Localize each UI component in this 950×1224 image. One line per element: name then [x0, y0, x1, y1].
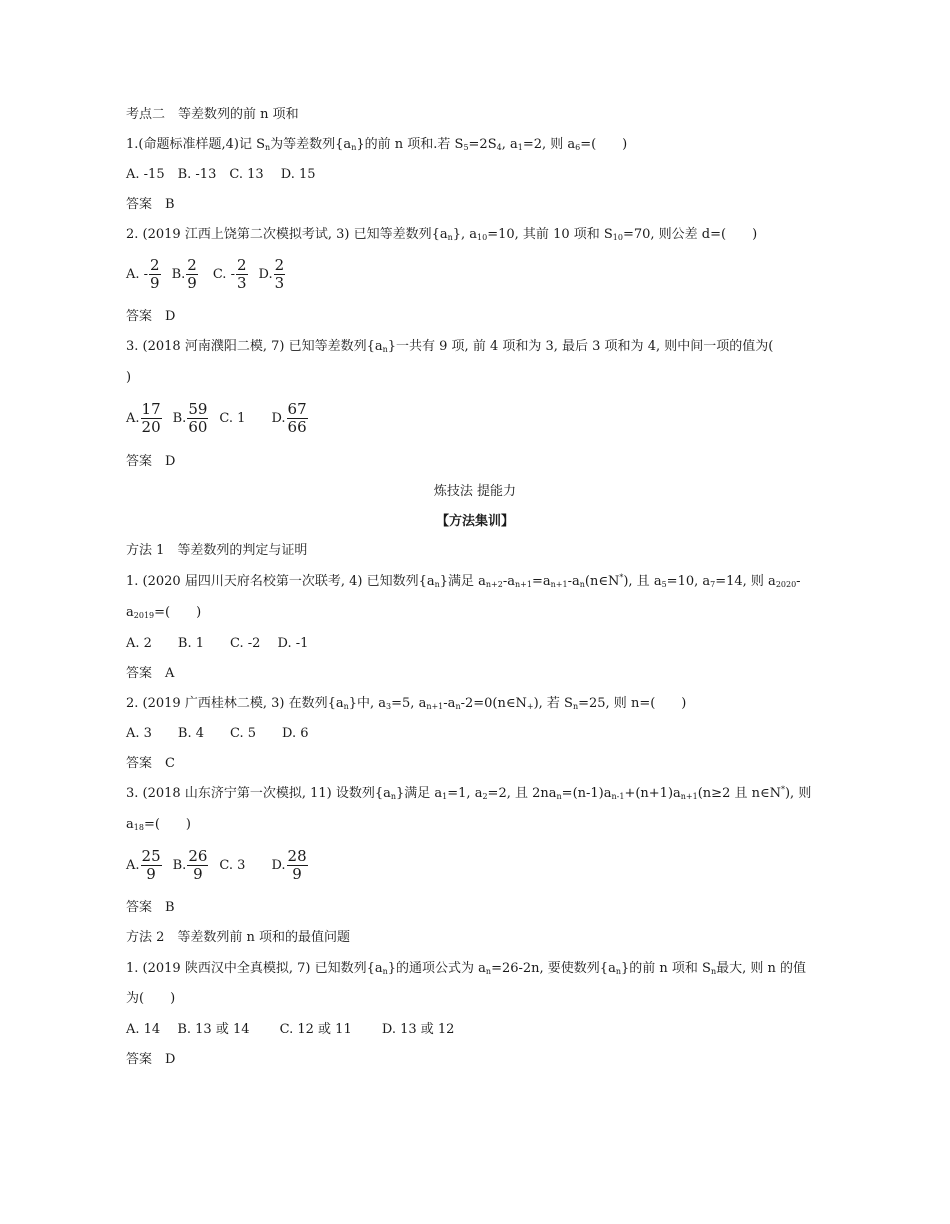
section-subheading: 【方法集训】 — [435, 514, 514, 529]
method2-question-1-stem: 1. (2019 陕西汉中全真模拟, 7) 已知数列$\{a_n\}$的通项公式为 $a_n=26-2n$, 要使数列$\{a_n\}$的前 n 项和 $S_n$最大, 则 n 的值 — [126, 961, 806, 976]
question-2-stem: 2. (2019 江西上饶第二次模拟考试, 3) 已知等差数列$\{a_n\}$, $a_{10}=10$, 其前 10 项和 $S_{10}=70$, 则公差 d=( ) — [126, 227, 758, 242]
option-b: B. $\frac{59}{60}$ — [172, 399, 208, 436]
option-d: D. $\frac{28}{9}$ — [271, 846, 307, 883]
question-3-answer: 答案 D — [126, 454, 176, 469]
option-b: B. $\frac{26}{9}$ — [172, 846, 208, 883]
method1-question-3-stem-cont: $a_{18}=$( ) — [126, 817, 191, 832]
option-c: C. 3 — [219, 857, 246, 873]
method1-question-2-options: A. 3 B. 4 C. 5 D. 6 — [126, 726, 309, 741]
question-2-answer: 答案 D — [126, 309, 176, 324]
option-b: B. $\frac{2}{9}$ — [171, 255, 197, 292]
method1-question-1-stem: 1. (2020 届四川天府名校第一次联考, 4) 已知数列$\{a_n\}$满足 $a_{n+2}-a_{n+1}=a_{n+1}-a_n(n\in N^*)$, 且 $a_5=10$, $a_7=14$, 则 $a_{2020}-$ — [126, 573, 801, 589]
option-d: D. $\frac{67}{66}$ — [271, 399, 307, 436]
question-1-options: A. -15 B. -13 C. 13 D. 15 — [126, 167, 316, 182]
method2-question-1-stem-cont: 为( ) — [126, 991, 176, 1006]
option-a: A. - $\frac{2}{9}$ — [126, 255, 160, 292]
option-a: A. $\frac{25}{9}$ — [126, 846, 161, 883]
method1-question-3-options — [126, 845, 309, 885]
section-heading: 炼技法 提能力 — [433, 484, 517, 499]
question-1-stem: 1.(命题标准样题,4)记 $S_n$为等差数列$\{a_n\}$的前 n 项和.若 $S_5=2S_4$, $a_1=2$, 则 $a_6=$( ) — [126, 137, 628, 152]
method-1-title: 方法 1 等差数列的判定与证明 — [126, 543, 308, 558]
option-d: D. $\frac{2}{3}$ — [258, 255, 285, 292]
method1-question-2-answer: 答案 C — [126, 756, 175, 771]
question-2-options — [126, 254, 286, 294]
option-c: C. 1 — [219, 410, 246, 426]
method1-question-3-answer: 答案 B — [126, 900, 175, 915]
option-a: A. $\frac{17}{20}$ — [126, 399, 161, 436]
method1-question-1-options: A. 2 B. 1 C. -2 D. -1 — [126, 636, 309, 651]
question-1-answer: 答案 B — [126, 197, 175, 212]
option-c: C. - $\frac{2}{3}$ — [212, 255, 247, 292]
method1-question-2-stem: 2. (2019 广西桂林二模, 3) 在数列$\{a_n\}$中, $a_3=5$, $a_{n+1}-a_n-2=0(n\in N_+)$, 若 $S_n=25$, 则 n=( ) — [126, 696, 687, 711]
method2-question-1-options: A. 14 B. 13 或 14 C. 12 或 11 D. 13 或 12 — [126, 1022, 455, 1037]
section-title: 考点二 等差数列的前 n 项和 — [126, 107, 299, 122]
method-2-title: 方法 2 等差数列前 n 项和的最值问题 — [126, 930, 351, 945]
method1-question-1-stem-cont: $a_{2019}=$( ) — [126, 605, 202, 620]
question-3-options — [126, 398, 309, 438]
question-3-stem: 3. (2018 河南濮阳二模, 7) 已知等差数列$\{a_n\}$一共有 9 项, 前 4 项和为 3, 最后 3 项和为 4, 则中间一项的值为( — [126, 339, 774, 354]
method1-question-1-answer: 答案 A — [126, 666, 175, 681]
method1-question-3-stem: 3. (2018 山东济宁第一次模拟, 11) 设数列$\{a_n\}$满足 $a_1=1$, $a_2=2$, 且 $2na_n=(n-1)a_{n-1}+(n+1)a_{n+1}(n\ge 2$ 且 n∈N*), 则 — [126, 785, 812, 801]
method2-question-1-answer: 答案 D — [126, 1052, 176, 1067]
question-3-stem-cont: ) — [126, 370, 132, 385]
